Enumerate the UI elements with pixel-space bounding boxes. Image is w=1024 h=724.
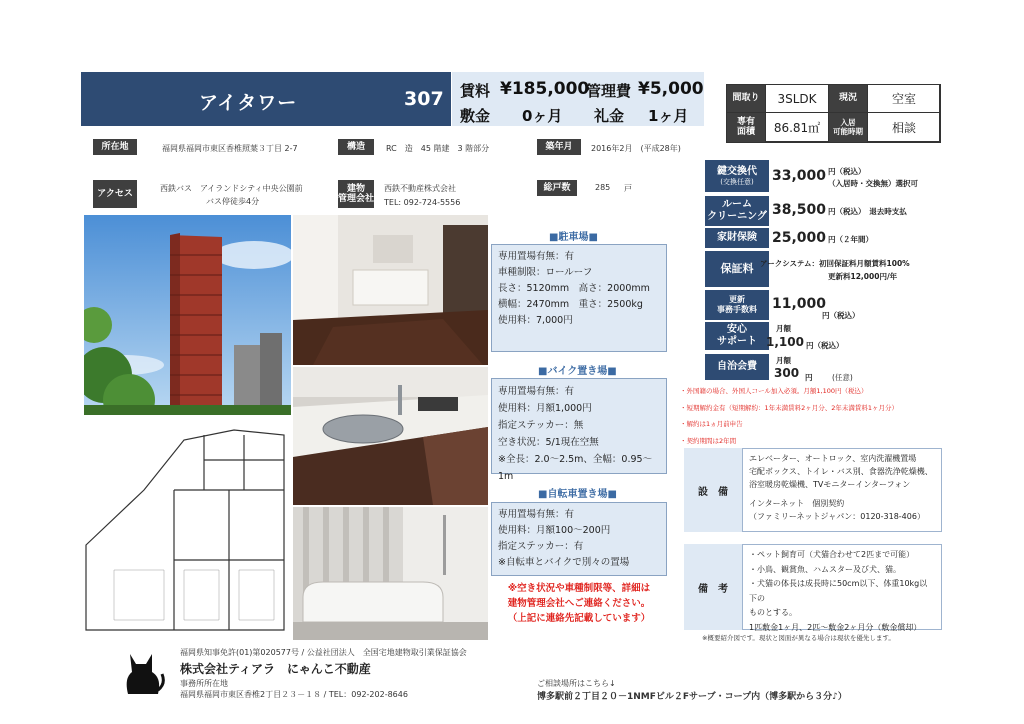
notes-text [742,544,942,630]
parking-line: 横幅：2470mm 重さ：2500kg [498,299,643,310]
floor-plan-image [84,420,289,640]
cleaning-label-line1: ルーム [722,199,752,210]
status-label: 現況 [828,84,868,113]
move-in-value: 相談 [867,112,941,143]
guarantee-note: アークシステム：初回保証料月額賃料100% [760,259,910,268]
insurance-amount: 25,000 [772,230,827,246]
warning-line: 建物管理会社へご連絡ください。 [507,598,651,609]
structure-value: RC 造 45 階建 3 階部分 [386,144,490,153]
contact-warning [494,581,664,626]
support-note: 円（税込） [806,341,844,350]
equipment-line: 宅配ボックス、トイレ・バス別、食器洗浄乾燥機、 [749,467,933,476]
cleaning-note: 円（税込） 退去時支払 [828,207,907,216]
consult-place: 博多駅前２丁目２０－1NMFビル２Fサーブ・コープ内（博多駅から３分♪） [537,692,847,702]
warning-line: ※空き状況や車種制限等、詳細は [507,583,651,594]
association-unit: 円 [805,373,813,382]
cat-logo-image [122,650,166,696]
equipment-line: （ファミリーネットジャパン：0120-318-406） [749,512,925,521]
association-amount: 300 [774,366,800,380]
cleaning-label [705,196,769,226]
consult-label: ご相談場所はこちら↓ [537,679,616,688]
area-label-line2: 面積 [736,126,755,137]
units-value: 285 [595,183,611,192]
bike-panel [491,378,667,482]
bike-line: 指定ステッカー：無 [498,420,584,431]
guarantee-renewal: 更新料12,000円/年 [828,272,898,281]
key-exchange-label-text: 鍵交換代 [717,165,757,177]
renewal-fee-label [705,290,769,320]
support-monthly: 月額 [776,324,791,333]
disclaimer: ※概要紹介図です。現状と図面が異なる場合は現状を優先します。 [702,634,895,642]
warning-line: （上記に連絡先記載しています） [507,613,651,624]
cleaning-label-line2: クリーニング [707,211,767,222]
deposit-label: 敷金 [460,107,491,125]
bicycle-panel [491,502,667,576]
bike-line: ※全長：2.0～2.5m、全幅：0.95～1m [498,454,653,482]
fee-note-line: ・解約は1ヵ月前申告 [680,420,743,428]
association-monthly: 月額 [776,356,791,365]
floor-plan [84,420,289,640]
key-exchange-option: （入居時・交換無）選択可 [828,179,918,188]
renewal-fee-label-line2: 事務手数料 [717,305,757,314]
deposit-value: 0ヶ月 [522,107,563,125]
renewal-fee-label-line1: 更新 [729,295,745,305]
location-value: 福岡県福岡市東区香椎照葉３丁目 2-7 [162,144,298,153]
notes-line: ・ペット飼育可（犬猫合わせて2匹まで可能） [749,550,915,559]
renewal-fee-note: 円（税込） [822,311,860,320]
title-bar [81,72,451,126]
manager-value: 西鉄不動産株式会社 [384,184,456,193]
structure-label: 構造 [338,139,374,155]
exterior-photo [84,215,291,415]
mgmt-value: ¥5,000 [638,79,704,99]
insurance-note: 円（２年間） [828,235,873,244]
access-line2: バス停徒歩4分 [206,197,260,206]
parking-line: 専用置場有無：有 [498,251,575,262]
equipment-box [684,448,942,532]
support-label-line2: サポート [717,336,757,347]
notes-line: ・犬猫の体長は成長時に50cm以下、体重10kg以下の [749,579,928,603]
price-block [452,72,704,126]
renewal-fee-amount: 11,000 [772,296,827,312]
support-label-line1: 安心 [727,324,747,335]
notes-line: ・小鳥、観賞魚、ハムスター及び犬、猫。 [749,564,901,574]
fee-note-line: ・契約期間は2年間 [680,437,737,445]
manager-label-line2: 管理会社 [338,194,375,204]
bicycle-line: ※自転車とバイクで別々の置場 [498,557,630,568]
bike-heading: ■バイク置き場■ [538,366,617,377]
layout-table [726,84,940,142]
parking-line: 長さ：5120mm 高さ：2000mm [498,283,650,294]
equipment-line: エレベーター、オートロック、室内洗濯機置場 [749,454,917,463]
office-address: 福岡県福岡市東区香椎2丁目２３－１８ / TEL：092-202-8646 [180,690,408,699]
equipment-label: 設 備 [698,486,728,498]
kitchen-photo [293,367,488,505]
manager-label-line1: 建物 [346,183,365,194]
area-label-line1: 専有 [736,116,755,127]
layout-label: 間取り [726,84,766,113]
bicycle-line: 指定ステッカー：有 [498,541,584,552]
bathroom-image [293,507,488,640]
status-value: 空室 [867,84,941,113]
area-value: 86.81㎡ [765,112,829,143]
layout-value: 3SLDK [765,84,829,113]
insurance-label: 家財保険 [705,228,769,248]
living-room-photo [293,215,488,365]
mgmt-label: 管理費 [586,82,632,100]
units-unit: 戸 [624,184,632,193]
equipment-text [742,448,942,532]
bicycle-heading: ■自転車置き場■ [538,489,617,500]
key-money-label: 礼金 [594,107,625,125]
notes-label: 備 考 [698,583,728,595]
manager-tel: TEL: 092-724-5556 [384,198,461,207]
bicycle-line: 専用置場有無：有 [498,509,575,520]
notes-line: 1匹敷金1ヶ月、2匹～敷金2ヶ月分（敷金償却） [749,622,922,632]
fee-note-line: ・短期解約金有（短期解約：1年未満賃料2ヶ月分、2年未満賃料1ヶ月分） [680,404,899,412]
built-value: 2016年2月 (平成28年) [591,144,681,153]
kitchen-image [293,367,488,505]
rent-value: ¥185,000 [500,79,590,99]
access-line1: 西鉄バス アイランドシティ中央公園前 [160,184,303,193]
company-name: 株式会社ティアラ にゃんこ不動産 [180,662,371,676]
office-label: 事務所所在地 [180,679,228,688]
key-exchange-label [705,160,769,192]
bike-line: 使用料：月額1,000円 [498,403,592,414]
parking-line: 使用料：7,000円 [498,315,573,326]
cat-logo [122,650,166,696]
access-label: アクセス [93,180,137,208]
key-exchange-sub: (交換任意) [720,177,754,186]
support-label [705,322,769,350]
bathroom-photo [293,507,488,640]
parking-panel [491,244,667,352]
key-money-value: 1ヶ月 [648,107,689,125]
notes-box [684,544,942,630]
license: 福岡県知事免許(01)第020577号 / 公益社団法人 全国宅地建物取引業保証協会 [180,648,467,657]
move-in-label [828,112,868,143]
parking-line: 車種制限：ロールーフ [498,267,593,278]
key-exchange-note: 円（税込） [828,167,866,176]
rent-label: 賃料 [460,82,491,100]
support-amount: 1,100 [766,335,804,349]
association-note: (任意) [832,373,853,382]
built-label: 築年月 [537,139,581,155]
bicycle-line: 使用料：月額100～200円 [498,525,611,536]
area-label [726,112,766,143]
equipment-line: インターネット 個別契約 [749,499,845,508]
notes-line: ものとする。 [749,608,797,617]
manager-label [338,180,374,208]
association-label: 自治会費 [705,354,769,380]
fee-note-line: ・外国籍の場合、外国人コール加入必須。月額1,100円（税込） [680,387,868,395]
parking-heading: ■駐車場■ [549,232,598,243]
location-label: 所在地 [93,139,137,155]
equipment-line: 浴室暖房乾燥機、TVモニターインターフォン [749,480,911,489]
move-in-label-line2: 可能時期 [833,126,863,136]
room-number: 307 [404,88,444,110]
move-in-label-line1: 入居 [840,118,856,128]
guarantee-label: 保証料 [705,251,769,287]
key-exchange-amount: 33,000 [772,168,827,184]
building-name: アイタワー [199,92,298,114]
units-label: 総戸数 [537,180,577,196]
bike-line: 専用置場有無：有 [498,386,575,397]
bike-line: 空き状況：5/1現在空無 [498,437,599,448]
cleaning-amount: 38,500 [772,202,827,218]
living-room-image [293,215,488,365]
exterior-photo-image [84,215,291,415]
